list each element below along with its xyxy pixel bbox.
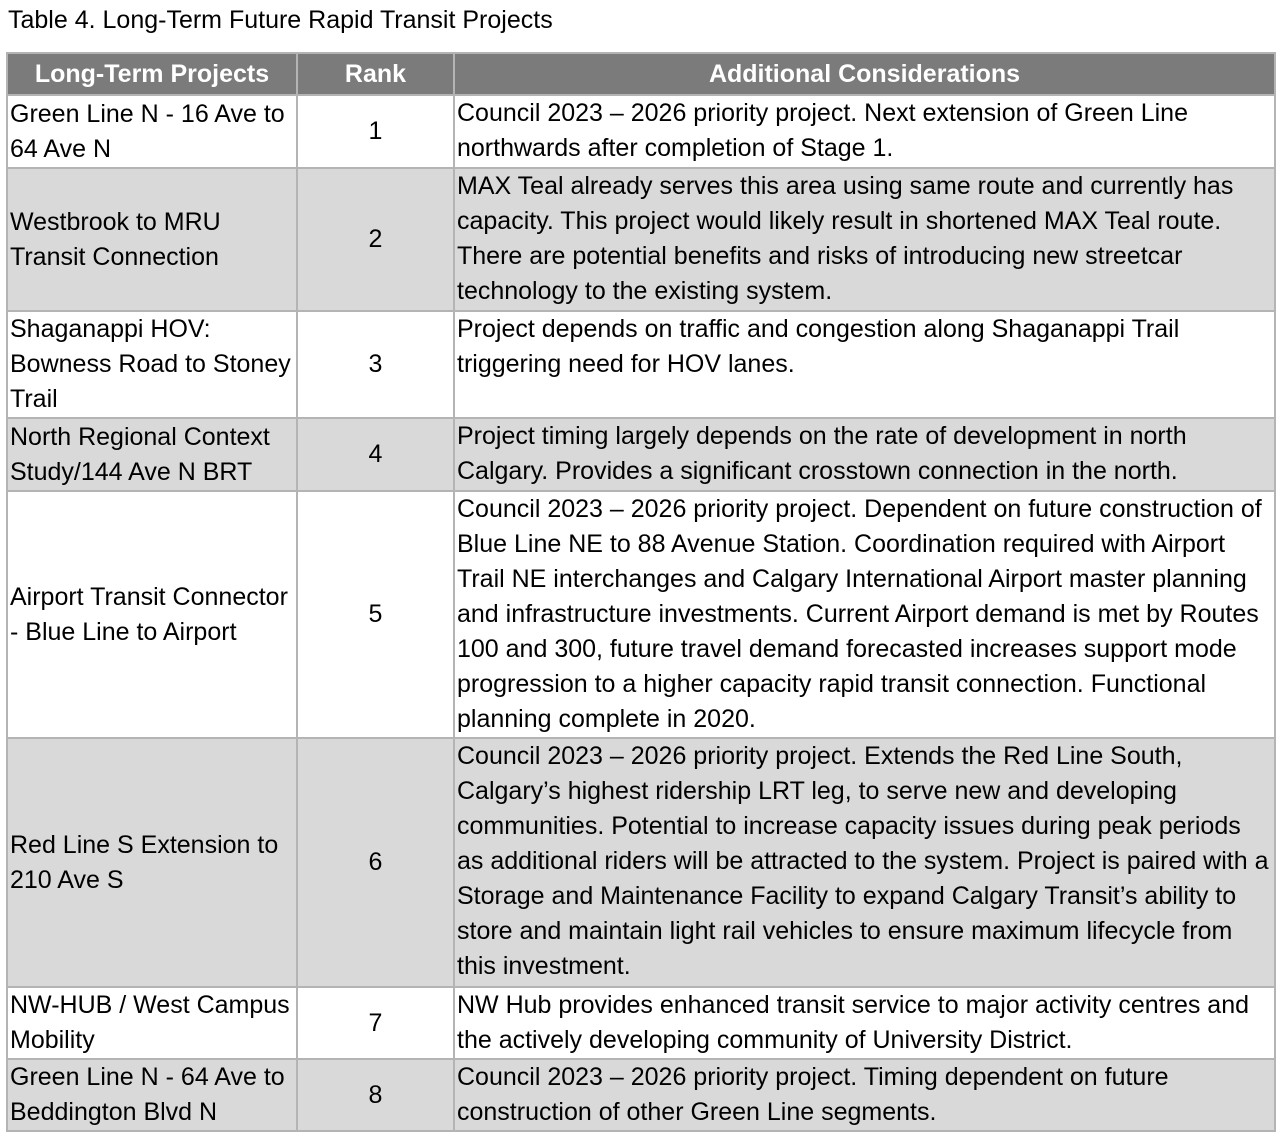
project-cell: Airport Transit Connector - Blue Line to Airport [7,491,297,738]
table-row [7,168,1275,311]
rank-cell: 3 [297,311,454,418]
project-cell: Shaganappi HOV: Bowness Road to Stoney Trail [7,311,297,418]
considerations-cell: MAX Teal already serves this area using same route and currently has capacity. This project would likely result in shortened MAX Teal route. There are potential benefits and risks of introducing new streetcar technology to the existing system. [454,168,1275,311]
table-caption: Table 4. Long-Term Future Rapid Transit Projects [8,6,553,34]
column-header-projects: Long-Term Projects [7,53,297,95]
considerations-cell: Council 2023 – 2026 priority project. Next extension of Green Line northwards after completion of Stage 1. [454,95,1275,168]
considerations-cell: Council 2023 – 2026 priority project. Dependent on future construction of Blue Line NE to 88 Avenue Station. Coordination required with Airport Trail NE interchanges and Calgary International Airport master planning and infrastructure investments. Current Airport demand is met by Routes 100 and 300, future travel demand forecasted increases support mode progression to a higher capacity rapid transit connection. Functional planning complete in 2020. [454,491,1275,738]
transit-projects-table [6,52,1276,1132]
project-cell: Green Line N - 16 Ave to 64 Ave N [7,95,297,168]
rank-cell: 5 [297,491,454,738]
project-cell: NW-HUB / West Campus Mobility [7,987,297,1059]
project-cell: North Regional Context Study/144 Ave N BRT [7,418,297,491]
table-row [7,491,1275,738]
rank-cell: 1 [297,95,454,168]
project-cell: Green Line N - 64 Ave to Beddington Blvd N [7,1059,297,1131]
table-header-row [7,53,1275,95]
considerations-cell: Project timing largely depends on the rate of development in north Calgary. Provides a significant crosstown connection in the north. [454,418,1275,491]
rank-cell: 4 [297,418,454,491]
rank-cell: 7 [297,987,454,1059]
table-row [7,738,1275,987]
rank-cell: 2 [297,168,454,311]
table-row [7,418,1275,491]
considerations-cell: NW Hub provides enhanced transit service to major activity centres and the actively developing community of University District. [454,987,1275,1059]
table-row [7,95,1275,168]
table-row [7,987,1275,1059]
project-cell: Red Line S Extension to 210 Ave S [7,738,297,987]
table-row [7,311,1275,418]
rank-cell: 8 [297,1059,454,1131]
column-header-considerations: Additional Considerations [454,53,1275,95]
considerations-cell: Project depends on traffic and congestion along Shaganappi Trail triggering need for HOV lanes. [454,311,1275,418]
table-row [7,1059,1275,1131]
rank-cell: 6 [297,738,454,987]
considerations-cell: Council 2023 – 2026 priority project. Timing dependent on future construction of other Green Line segments. [454,1059,1275,1131]
project-cell: Westbrook to MRU Transit Connection [7,168,297,311]
considerations-cell: Council 2023 – 2026 priority project. Extends the Red Line South, Calgary’s highest ridership LRT leg, to serve new and developing communities. Potential to increase capacity issues during peak periods as additional riders will be attracted to the system. Project is paired with a Storage and Maintenance Facility to expand Calgary Transit’s ability to store and maintain light rail vehicles to ensure maximum lifecycle from this investment. [454,738,1275,987]
column-header-rank: Rank [297,53,454,95]
